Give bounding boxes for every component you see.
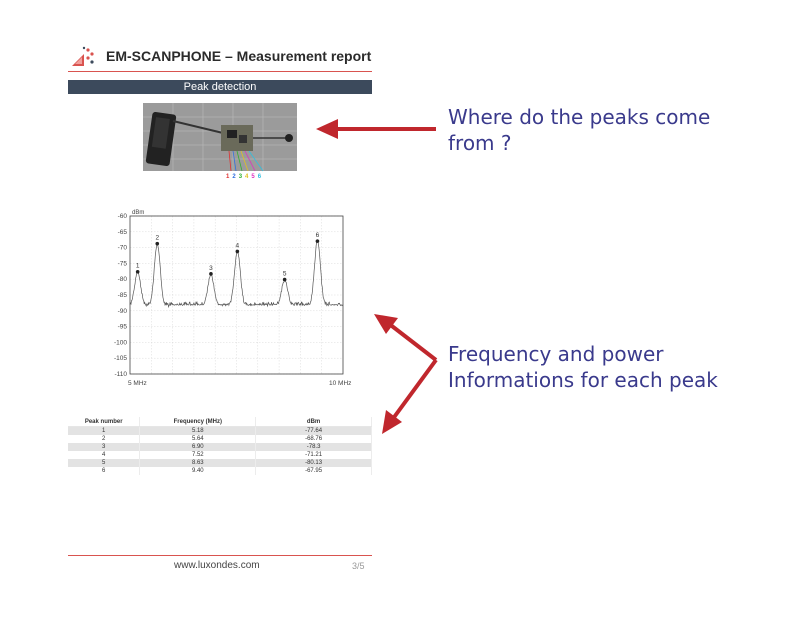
annotation-frequency-power bbox=[448, 341, 768, 393]
peak-label: 2 bbox=[155, 234, 160, 242]
cell-peak-number: 6 bbox=[68, 467, 140, 475]
table-row bbox=[68, 451, 372, 459]
table-row bbox=[68, 435, 372, 443]
y-tick-label: -105 bbox=[113, 355, 127, 363]
header-dbm: dBm bbox=[256, 417, 372, 427]
x-tick-label: 10 MHz bbox=[329, 380, 352, 387]
x-tick-label: 5 MHz bbox=[128, 380, 147, 387]
measurement-photo bbox=[143, 103, 297, 171]
arrow-to-photo-icon bbox=[316, 119, 436, 139]
header-divider bbox=[68, 71, 372, 72]
x-tick-labels bbox=[128, 380, 351, 387]
peak-marker bbox=[136, 270, 140, 274]
cell-frequency: 9.40 bbox=[140, 467, 256, 475]
cell-dbm: -71.21 bbox=[256, 451, 372, 459]
footer-divider bbox=[68, 555, 372, 556]
cell-dbm: -67.95 bbox=[256, 467, 372, 475]
y-tick-label: -100 bbox=[113, 339, 127, 347]
cell-dbm: -68.76 bbox=[256, 435, 372, 443]
y-tick-label: -75 bbox=[117, 260, 127, 268]
photo-label: 1 bbox=[226, 174, 230, 180]
table-header-row bbox=[68, 417, 372, 427]
y-tick-label: -80 bbox=[117, 276, 127, 284]
cell-dbm: -78.3 bbox=[256, 443, 372, 451]
peak-label: 3 bbox=[209, 264, 213, 272]
y-tick-labels bbox=[114, 213, 127, 378]
report-title: EM-SCANPHONE – Measurement report bbox=[106, 48, 372, 64]
cell-peak-number: 1 bbox=[68, 427, 140, 436]
y-tick-label: -110 bbox=[114, 371, 127, 378]
page-number: 3/5 bbox=[352, 561, 365, 571]
peak-marker bbox=[283, 278, 287, 282]
peak-label: 5 bbox=[282, 270, 287, 278]
peak-markers bbox=[136, 232, 320, 281]
table-row bbox=[68, 467, 372, 475]
y-tick-label: -65 bbox=[117, 228, 127, 236]
annotation-peaks-origin: Where do the peaks come from ? bbox=[448, 105, 711, 155]
chart-grid bbox=[130, 216, 343, 374]
cell-dbm: -80.13 bbox=[256, 459, 372, 467]
y-axis-unit: dBm bbox=[132, 210, 145, 216]
peak-marker bbox=[209, 272, 213, 276]
photo-label: 2 bbox=[232, 174, 236, 180]
table-row bbox=[68, 443, 372, 451]
peak-table bbox=[68, 417, 372, 475]
cell-dbm: -77.64 bbox=[256, 427, 372, 436]
y-tick-label: -60 bbox=[117, 213, 127, 220]
y-tick-label: -95 bbox=[117, 323, 127, 331]
table-row bbox=[68, 427, 372, 436]
header-frequency: Frequency (MHz) bbox=[140, 417, 256, 427]
cell-frequency: 8.63 bbox=[140, 459, 256, 467]
cell-frequency: 7.52 bbox=[140, 451, 256, 459]
photo-peak-labels bbox=[226, 174, 264, 180]
table-row bbox=[68, 459, 372, 467]
peak-label: 6 bbox=[315, 232, 320, 240]
cell-frequency: 5.64 bbox=[140, 435, 256, 443]
footer-url[interactable]: www.luxondes.com bbox=[174, 560, 260, 571]
photo-label: 6 bbox=[257, 174, 262, 180]
arrow-to-table-icon bbox=[382, 360, 436, 434]
peak-marker bbox=[155, 242, 159, 246]
cell-frequency: 6.90 bbox=[140, 443, 256, 451]
section-title: Peak detection bbox=[68, 80, 372, 94]
cell-peak-number: 2 bbox=[68, 435, 140, 443]
luxondes-logo-icon bbox=[70, 44, 96, 70]
cell-peak-number: 3 bbox=[68, 443, 140, 451]
annotation-line-1: Frequency and power bbox=[448, 342, 664, 366]
y-tick-label: -85 bbox=[117, 292, 127, 299]
cell-peak-number: 5 bbox=[68, 459, 140, 467]
cell-frequency: 5.18 bbox=[140, 427, 256, 436]
header-peak-number: Peak number bbox=[68, 417, 140, 427]
arrow-to-chart-icon bbox=[374, 314, 436, 360]
spectrum-chart bbox=[108, 204, 352, 390]
photo-label: 3 bbox=[238, 174, 243, 180]
y-tick-label: -90 bbox=[117, 307, 127, 315]
annotation-line-2: Informations for each peak bbox=[448, 368, 718, 392]
photo-label: 5 bbox=[251, 174, 255, 180]
peak-label: 4 bbox=[235, 242, 240, 250]
peak-marker bbox=[316, 239, 320, 243]
peak-label: 1 bbox=[135, 262, 140, 270]
peak-marker bbox=[236, 250, 240, 254]
y-tick-label: -70 bbox=[117, 244, 127, 252]
cell-peak-number: 4 bbox=[68, 451, 140, 459]
photo-label: 4 bbox=[245, 174, 249, 180]
